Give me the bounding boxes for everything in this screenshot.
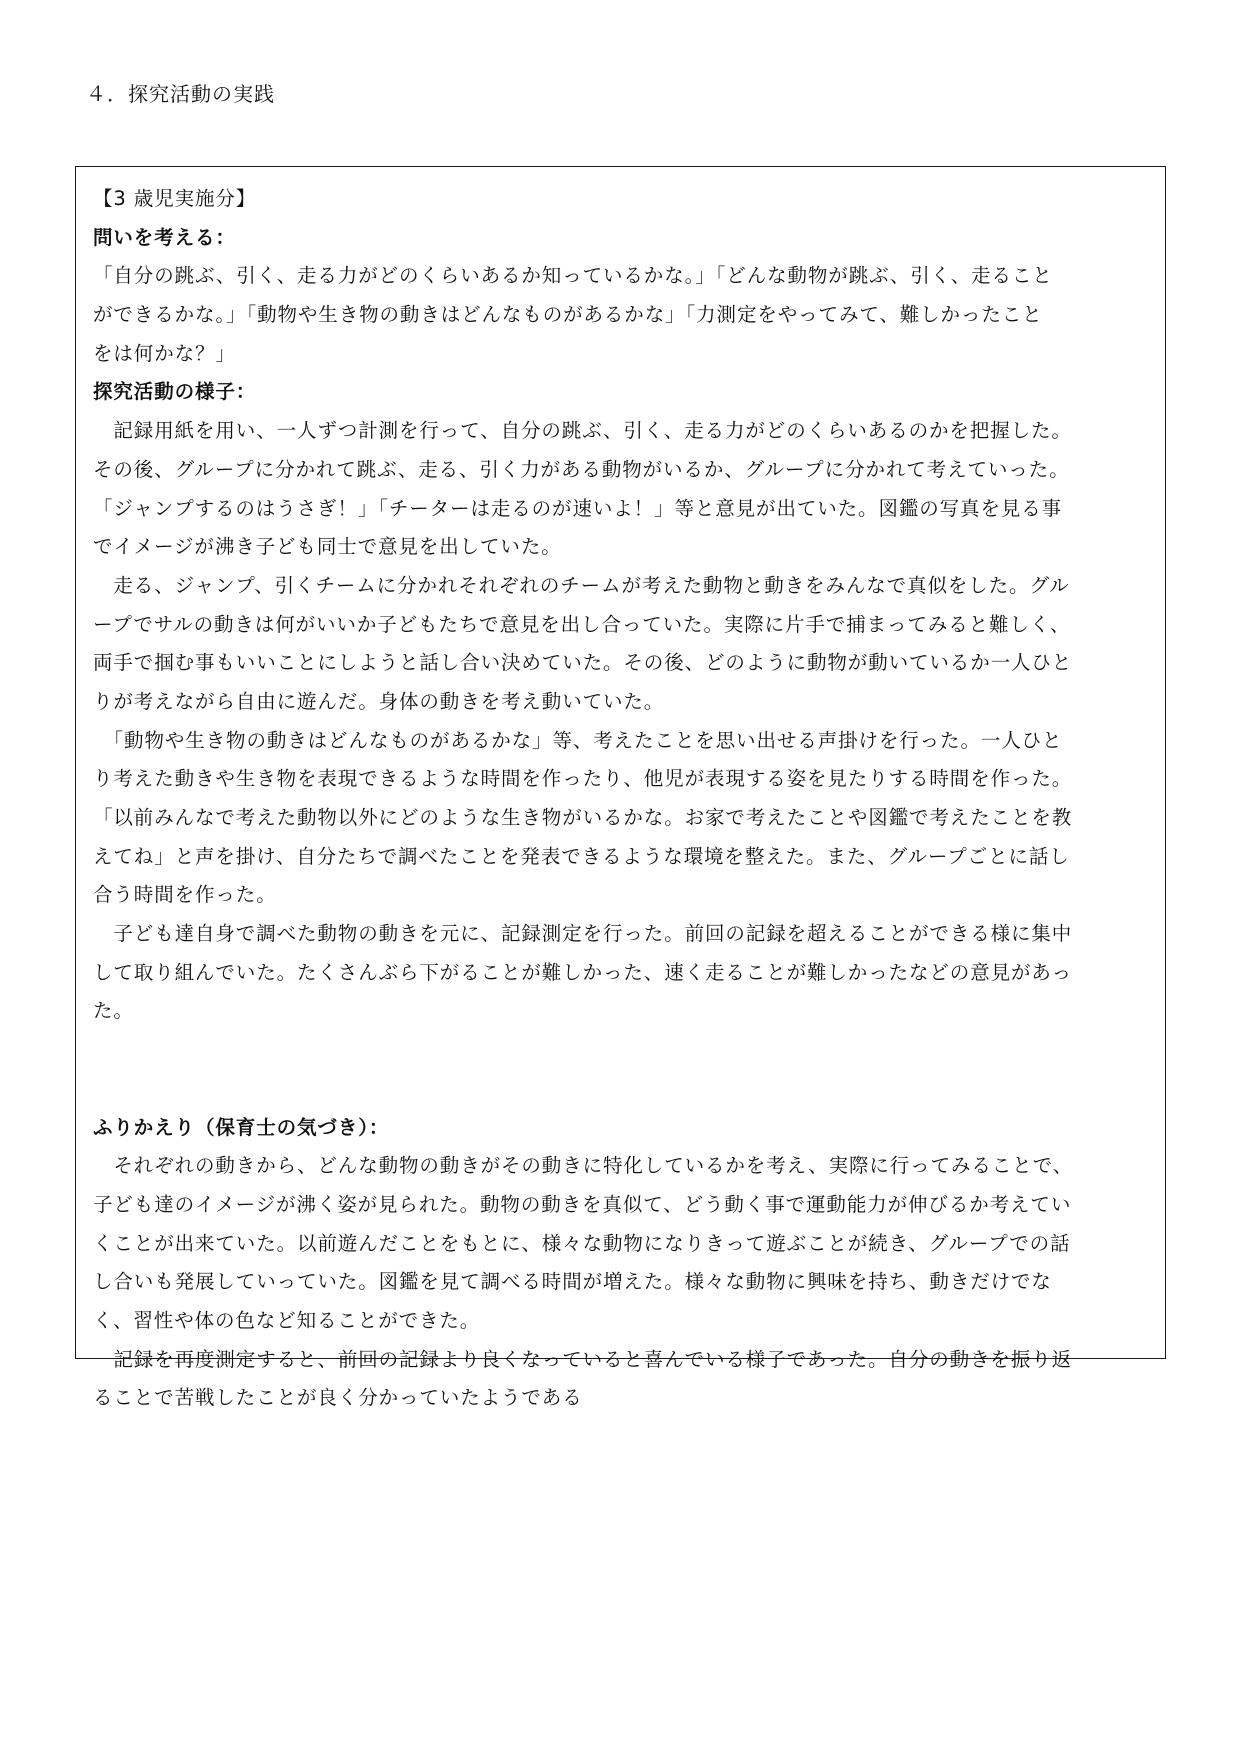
spacer <box>93 1070 1149 1109</box>
reflection-line: それぞれの動きから、どんな動物の動きがその動きに特化しているかを考え、実際に行ってみることで、 <box>93 1154 1073 1178</box>
activity-line: た。 <box>93 999 134 1023</box>
reflection-line: ることで苦戦したことが良く分かっていたようである <box>93 1386 583 1410</box>
activity-line: 両手で掴む事もいいことにしようと話し合い決めていた。その後、どのように動物が動いているか一人ひと <box>93 651 1073 675</box>
activity-line: ープでサルの動きは何がいいか子どもたちで意見を出し合っていた。実際に片手で捕まってみると難しく、 <box>93 612 1071 636</box>
section-heading: ４．探究活動の実践 <box>86 82 275 106</box>
question-line: ができるかな。」「動物や生き物の動きはどんなものがあるかな」「力測定をやってみて、難しかったこと <box>93 303 1043 327</box>
reflection-line: 子ども達のイメージが沸く姿が見られた。動物の動きを真似て、どう動く事で運動能力が伸びるか考えてい <box>93 1192 1072 1216</box>
class-label: 【3 歳児実施分】 <box>93 187 257 210</box>
activity-line: 「以前みんなで考えた動物以外にどのような生き物がいるかな。お家で考えたことや図鑑で考えたことを教 <box>93 806 1073 829</box>
activity-line: り考えた動きや生き物を表現できるような時間を作ったり、他児が表現する姿を見たりする時間を作った。 <box>93 767 1073 791</box>
activity-label: 探究活動の様子： <box>93 380 257 404</box>
activity-line: えてね」と声を掛け、自分たちで調べたことを発表できるような環境を整えた。また、グループごとに話し <box>93 844 1070 868</box>
reflection-line: く、習性や体の色など知ることができた。 <box>93 1308 481 1332</box>
reflection-line: くことが出来ていた。以前遊んだことをもとに、様々な動物になりきって遊ぶことが続き、グループでの話 <box>93 1231 1071 1255</box>
activity-line: でイメージが沸き子ども同士で意見を出していた。 <box>93 535 562 559</box>
question-line: をは何かな？」 <box>93 341 236 365</box>
report-content <box>93 180 1149 1418</box>
activity-line: して取り組んでいた。たくさんぶら下がることが難しかった、速く走ることが難しかったなどの意見があっ <box>93 960 1073 984</box>
report-box <box>75 166 1166 1410</box>
activity-line: 合う時間を作った。 <box>93 883 277 907</box>
spacer <box>93 1031 1149 1070</box>
activity-line: 記録用紙を用い、一人ずつ計測を行って、自分の跳ぶ、引く、走る力がどのくらいあるのかを把握した。 <box>93 419 1072 443</box>
question-label: 問いを考える： <box>93 225 236 249</box>
activity-line: 子ども達自身で調べた動物の動きを元に、記録測定を行った。前回の記録を超えることができる様に集中 <box>93 922 1073 946</box>
activity-line: 「動物や生き物の動きはどんなものがあるかな」等、考えたことを思い出せる声掛けを行った。一人ひと <box>93 728 1063 752</box>
reflection-label: ふりかえり（保育士の気づき）： <box>93 1115 390 1139</box>
activity-line: その後、グループに分かれて跳ぶ、走る、引く力がある動物がいるか、グループに分かれて考えていった。 <box>93 457 1070 481</box>
reflection-line: 記録を再度測定すると、前回の記録より良くなっていると喜んでいる様子であった。自分の動きを振り返 <box>93 1347 1073 1371</box>
activity-line: 「ジャンプするのはうさぎ！」「チーターは走るのが速いよ！」等と意見が出ていた。図鑑の写真を見る事 <box>93 496 1063 520</box>
question-line: 「自分の跳ぶ、引く、走る力がどのくらいあるか知っているかな。」「どんな動物が跳ぶ、引く、走ること <box>93 264 1053 288</box>
activity-line: りが考えながら自由に遊んだ。身体の動きを考え動いていた。 <box>93 689 665 713</box>
activity-line: 走る、ジャンプ、引くチームに分かれそれぞれのチームが考えた動物と動きをみんなで真似をした。グル <box>93 573 1070 597</box>
reflection-line: し合いも発展していっていた。図鑑を見て調べる時間が増えた。様々な動物に興味を持ち、動きだけでな <box>93 1270 1052 1294</box>
